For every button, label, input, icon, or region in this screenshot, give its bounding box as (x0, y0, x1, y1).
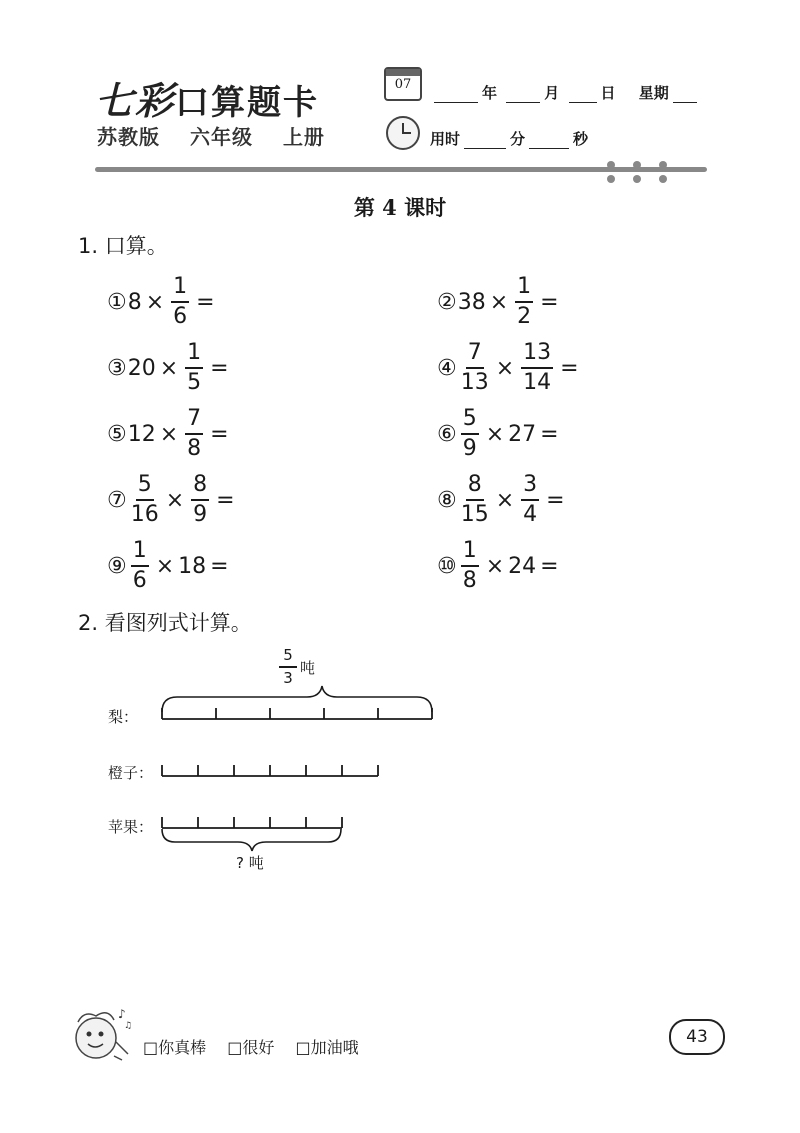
fraction-denominator: 9 (462, 436, 477, 461)
top-fraction-denominator: 3 (283, 669, 293, 687)
fraction-denominator: 15 (460, 502, 489, 527)
operator: = (216, 487, 235, 513)
page-number: 43 (669, 1019, 725, 1055)
top-unit: 吨 (300, 658, 316, 677)
fraction-denominator: 6 (173, 304, 188, 329)
fraction-numerator: 8 (466, 474, 484, 501)
seconds-label: 秒 (573, 130, 589, 148)
fraction-denominator: 8 (462, 568, 477, 593)
pear-bar (162, 708, 432, 719)
operator: = (546, 487, 565, 513)
fraction-denominator: 14 (523, 370, 552, 395)
problem-number: ⑤ (107, 421, 127, 447)
day-label: 日 (600, 84, 616, 102)
pear-brace (162, 686, 432, 712)
operator: = (540, 289, 559, 315)
operator: = (540, 421, 559, 447)
fraction-denominator: 4 (523, 502, 538, 527)
number: 38 (457, 289, 486, 315)
minutes-label: 分 (510, 130, 526, 148)
operator: × (489, 289, 509, 315)
operator: × (485, 553, 505, 579)
problem-number: ① (107, 289, 127, 315)
number: 8 (127, 289, 142, 315)
fraction-numerator: 5 (136, 474, 154, 501)
operator: × (485, 421, 505, 447)
number: 20 (127, 355, 156, 381)
option-keep-going-label: 加油哦 (310, 1038, 359, 1057)
apple-bar (162, 817, 342, 828)
problem-number: ⑧ (437, 487, 457, 513)
fraction-denominator: 16 (130, 502, 159, 527)
operator: × (159, 421, 179, 447)
fraction-denominator: 2 (517, 304, 532, 329)
option-good-label: 很好 (242, 1038, 275, 1057)
problem-number: ② (437, 289, 457, 315)
cartoon-mascot-icon (70, 1002, 134, 1066)
fraction-numerator: 7 (185, 408, 203, 435)
option-great-label: 你真棒 (158, 1038, 207, 1057)
operator: × (165, 487, 185, 513)
brand-calligraphy: 七彩 (95, 78, 176, 123)
orange-bar (162, 765, 378, 776)
brand-title-text: 口算题卡 (175, 83, 320, 123)
edition-grade: 六年级 (189, 125, 253, 149)
svg-text:♪: ♪ (118, 1007, 126, 1021)
calendar-day: 07 (394, 77, 412, 92)
pear-label: 梨： (108, 708, 139, 726)
weekday-label: 星期 (638, 84, 669, 102)
operator: × (155, 553, 175, 579)
self-evaluation (143, 1035, 375, 1058)
fraction-numerator: 1 (131, 540, 149, 567)
operator: = (210, 355, 229, 381)
fraction-denominator: 13 (460, 370, 489, 395)
orange-label: 橙子： (108, 764, 154, 782)
time-used-label: 用时 (430, 130, 461, 148)
month-label: 月 (544, 84, 560, 102)
fraction-numerator: 5 (461, 408, 479, 435)
svg-text:♫: ♫ (124, 1021, 133, 1031)
question-1-title: 1. 口算。 (78, 234, 168, 258)
number: 27 (508, 421, 537, 447)
operator: = (560, 355, 579, 381)
edition-volume: 上册 (282, 125, 325, 149)
fraction-numerator: 1 (185, 342, 203, 369)
problem-number: ④ (437, 355, 457, 381)
fraction-numerator: 13 (521, 342, 553, 369)
fraction-numerator: 3 (521, 474, 539, 501)
operator: = (540, 553, 559, 579)
fraction-numerator: 1 (461, 540, 479, 567)
problem-number: ③ (107, 355, 127, 381)
fraction-denominator: 8 (187, 436, 202, 461)
problem-number: ⑩ (437, 553, 457, 579)
fraction-numerator: 8 (191, 474, 209, 501)
operator: = (210, 553, 229, 579)
operator: × (495, 355, 515, 381)
number: 18 (178, 553, 207, 579)
number: 24 (508, 553, 537, 579)
problem-number: ⑦ (107, 487, 127, 513)
problem-number: ⑥ (437, 421, 457, 447)
option-good[interactable]: □很好 (227, 1038, 275, 1057)
apple-label: 苹果： (108, 818, 154, 836)
operator: = (196, 289, 215, 315)
edition-publisher: 苏教版 (97, 125, 160, 149)
question-2-title: 2. 看图列式计算。 (78, 611, 252, 635)
operator: × (145, 289, 165, 315)
fraction-denominator: 5 (187, 370, 202, 395)
fraction-numerator: 1 (515, 276, 533, 303)
number: 12 (127, 421, 156, 447)
apple-brace (162, 829, 341, 851)
unknown-quantity-label: ? 吨 (236, 854, 264, 872)
fraction-denominator: 9 (193, 502, 208, 527)
fraction-numerator: 7 (466, 342, 484, 369)
top-fraction-numerator: 5 (279, 648, 297, 668)
problem-number: ⑨ (107, 553, 127, 579)
lesson-title: 第 4 课时 (353, 195, 447, 220)
option-great[interactable]: □你真棒 (143, 1038, 207, 1057)
operator: = (210, 421, 229, 447)
fraction-numerator: 1 (171, 276, 189, 303)
year-label: 年 (482, 84, 498, 102)
operator: × (495, 487, 515, 513)
operator: × (159, 355, 179, 381)
fraction-denominator: 6 (132, 568, 147, 593)
option-keep-going[interactable]: □加油哦 (295, 1038, 359, 1057)
